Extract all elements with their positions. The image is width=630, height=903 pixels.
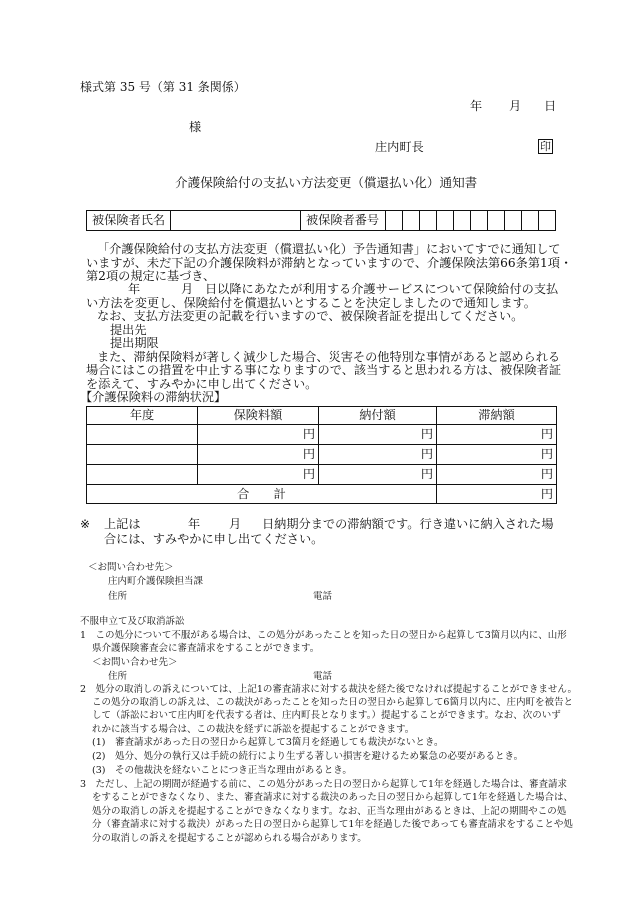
arrears-cell: 円 [437,425,557,445]
contact-address-label: 住所 [108,591,128,602]
paid-cell: 円 [319,425,437,445]
appeal-item1-line: 県介護保険審査会に審査請求をすることができます。 [92,643,320,654]
note-mark: ※ [80,517,91,531]
change-date-year-label: 年 [128,282,141,296]
insured-number-digit-box [402,211,419,230]
note-text: 日納期分までの滞納額です。行き違いに納入された場 [262,517,554,531]
total-row [87,485,557,504]
insured-number-digit-box [487,211,504,230]
arrears-heading: 【介護保険料の滞納状況】 [80,390,227,404]
notice-intro-line: 「介護保険給付の支払方法変更（償還払い化）予告通知書」においてすでに通知して [97,242,561,256]
note-continuation: 合には、すみやかに申し出てください。 [104,532,324,546]
insured-number-digit-box [504,211,521,230]
insured-number-digit-box [538,211,555,230]
contact-phone-label: 電話 [313,591,333,602]
submission-deadline-label: 提出期限 [110,336,159,350]
appeal-contact-address-label: 住所 [108,671,128,682]
appeal-item3-line: 分（審査請求に対する裁決）があった日の翌日から起算して1年を経過した後であっても審査請求をすることや処 [92,819,573,830]
insured-number-digit-box [385,211,402,230]
notice-intro-line: 第2項の規定に基づき、 [86,269,216,283]
insured-name-label: 被保険者氏名 [92,213,166,228]
addressee-suffix: 様 [189,120,202,134]
insured-number-digit-box [419,211,436,230]
table-row [87,465,557,485]
fiscal-year-cell [87,445,198,465]
premium-cell: 円 [198,425,319,445]
column-header-fiscal-year: 年度 [87,407,198,425]
table-row [87,445,557,465]
arrears-cell: 円 [437,445,557,465]
appeal-item3-line: 分の取消しの訴えを提起することが認められる場合があります。 [92,833,367,844]
column-header-arrears: 滞納額 [437,407,557,425]
suspension-line: 場合にはこの措置を中止する事になりますので、該当すると思われる方は、被保険者証 [86,363,562,377]
note-year-label: 年 [188,517,201,531]
submission-instruction: なお、支払方法変更の記載を行いますので、被保険者証を提出してください。 [97,309,524,323]
appeal-item2-line: れかに該当する場合は、この裁決を経ずに訴訟を提起することができます。 [92,724,415,735]
column-header-paid: 納付額 [319,407,437,425]
appeal-item3-line: 3 ただし、上記の期間が経過する前に、この処分があった日の翌日から起算して1年を経過した場合は、審査請求 [80,779,567,790]
appeal-item1-line: 1 この処分について不服がある場合は、この処分があったことを知った日の翌日から起算して3箇月以内に、山形 [80,630,567,641]
date-month-label: 月 [509,99,522,113]
suspension-line: また、滞納保険料が著しく減少した場合、災害その他特別な事情があると認められる [97,350,561,364]
insured-number-label: 被保険者番号 [300,211,385,230]
arrears-table [86,406,557,504]
total-label: 合 計 [87,485,437,504]
arrears-header-row [87,407,557,425]
seal-label: 印 [540,140,551,153]
insured-number-digit-box [521,211,538,230]
appeal-subitem: (3) その他裁決を経ないことにつき正当な理由があるとき。 [92,765,352,776]
notice-intro-line: いますが、未だ下記の介護保険料が滞納となっていますので、介護保険法第66条第1項・ [86,256,573,270]
contact-department: 庄内町介護保険担当課 [108,576,204,587]
appeal-item2-line: この処分の取消しの訴えは、この裁決があったことを知った日の翌日から起算して6箇月以内に、庄内町を被告と [92,697,573,708]
insured-number-digit-box [453,211,470,230]
insured-info-table [86,210,556,231]
table-row [87,425,557,445]
premium-cell: 円 [198,445,319,465]
appeal-contact-heading: ＜お問い合わせ先＞ [92,657,178,668]
insured-number-digit-box [436,211,453,230]
form-number: 様式第 35 号（第 31 条関係） [80,80,246,94]
contact-heading: ＜お問い合わせ先＞ [88,562,174,573]
appeal-item2-line: して（訴訟において庄内町を代表する者は、庄内町長となります。）提起することができます。なお、次のいず [92,710,561,721]
date-year-label: 年 [470,99,483,113]
appeal-heading: 不服申立て及び取消訴訟 [80,616,185,627]
sender-name: 庄内町長 [375,140,424,154]
document-title: 介護保険給付の支払い方法変更（償還払い化）通知書 [175,175,478,190]
arrears-cell: 円 [437,465,557,485]
appeal-item2-line: 2 処分の取消しの訴えについては、上記1の審査請求に対する裁決を経た後でなければ提起することができません。 [80,684,577,695]
appeal-item3-line: をすることができなくなり、また、審査請求に対する裁決のあった日の翌日から起算して1年を経過した場合は、 [92,792,573,803]
note-prefix: 上記は [104,517,141,531]
insured-number-digit-box [470,211,487,230]
submission-destination-label: 提出先 [110,323,147,337]
suspension-line: を添えて、すみやかに申し出てください。 [86,377,318,391]
change-date-line-text: 日以降にあなたが利用する介護サービスについて保険給付の支払 [205,282,559,296]
notice-decision-line: い方法を変更し、保険給付を償還払いとすることを決定しましたので通知します。 [86,296,536,310]
paid-cell: 円 [319,465,437,485]
total-arrears-cell: 円 [437,485,557,504]
insured-name-field [170,211,300,230]
date-day-label: 日 [544,99,557,113]
change-date-month-label: 月 [181,282,194,296]
column-header-premium: 保険料額 [198,407,319,425]
appeal-subitem: (1) 審査請求があった日の翌日から起算して3箇月を経過しても裁決がないとき。 [92,737,444,748]
premium-cell: 円 [198,465,319,485]
appeal-contact-phone-label: 電話 [313,671,333,682]
paid-cell: 円 [319,445,437,465]
fiscal-year-cell [87,465,198,485]
seal-stamp-box [538,139,553,154]
appeal-item3-line: 処分の取消しの訴えを提起することができなくなります。なお、正当な理由があるときは、上記の期間やこの処 [92,806,567,817]
note-month-label: 月 [229,517,242,531]
appeal-subitem: (2) 処分、処分の執行又は手続の続行により生ずる著しい損害を避けるため緊急の必要があるとき。 [92,751,524,762]
fiscal-year-cell [87,425,198,445]
